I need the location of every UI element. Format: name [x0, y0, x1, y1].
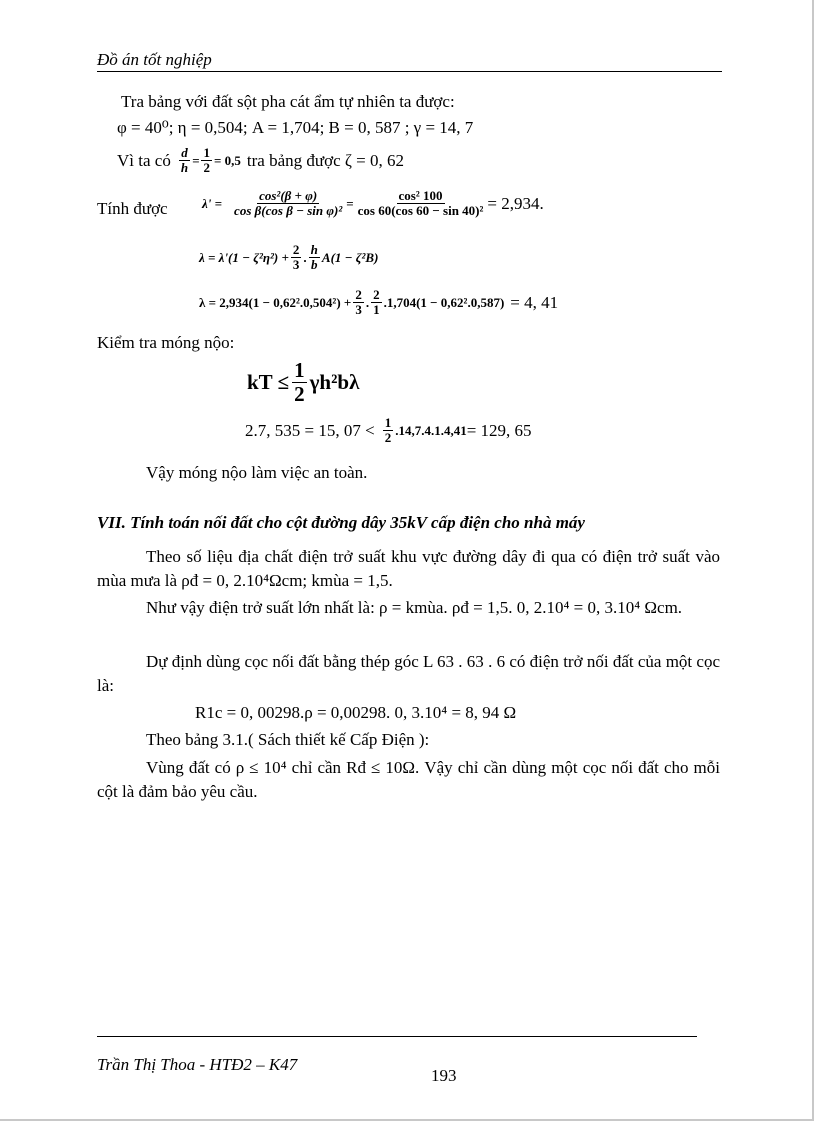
tinh-duoc-label: Tính được	[97, 199, 168, 218]
ratio-tail: tra bảng được ζ = 0, 62	[246, 150, 405, 170]
intro-line-1: Tra bảng với đất sột pha cát ẩm tự nhiên ta được:	[121, 92, 455, 111]
eq1-f1-num: cos²(β + φ)	[259, 188, 318, 203]
eq1-fraction-1	[232, 189, 344, 219]
check-calc-result: = 129, 65	[466, 420, 532, 440]
footer-rule	[97, 1036, 697, 1037]
eq3-head: λ = 2,934(1 − 0,62².0,504²) +	[199, 294, 352, 310]
check-conclusion: Vậy móng nộo làm việc an toàn.	[146, 463, 368, 482]
eq1-f2-den: cos 60(cos 60 − sin 40)²	[357, 203, 484, 219]
d-over-h-fraction: $\frac{d}{h}$	[180, 145, 189, 176]
check-formula-lhs: kT ≤	[247, 370, 290, 395]
eq1-f2-num: cos² 100	[398, 188, 443, 203]
eq2-tail: A(1 − ζ²B)	[321, 249, 379, 265]
check-formula-half: $\frac{1}{2}$	[294, 358, 305, 407]
check-calculation: 2.7, 535 = 15, 07 < $\frac{1}{2}$ . 14,7.4.1.4,41 = 129, 65	[245, 415, 532, 446]
lambda-general-equation: λ = λ'(1 − ζ²η²) + $\frac{2}{3}$ . $\frac{h}{b}$ A(1 − ζ²B)	[199, 242, 379, 273]
eq3-two-over-one: $\frac{2}{1}$	[373, 287, 380, 318]
section-paragraph-2: Như vậy điện trở suất lớn nhất là: ρ = kmùa. ρđ = 1,5. 0, 2.10⁴ = 0, 3.10⁴ Ωcm.	[146, 598, 683, 617]
lambda-numeric-equation: λ = 2,934(1 − 0,62².0,504²) + $\frac{2}{3}$ . $\frac{2}{1}$ . 1,704(1 − 0,62².0,587) = 4, 41	[199, 287, 559, 318]
page-number: 193	[431, 1066, 457, 1085]
section-heading: VII. Tính toán nối đất cho cột đường dây 35kV cấp điện cho nhà máy	[97, 513, 585, 532]
section-paragraph-3: Dự định dùng cọc nối đất bằng thép góc L 63 . 63 . 6 có điện trở nối đất của một cọc là:	[97, 652, 720, 695]
eq3-tail: 1,704(1 − 0,62².0,587)	[386, 294, 505, 310]
eq1-f1-den: cos β(cos β − sin φ)²	[234, 203, 343, 219]
check-formula-rhs: γh²bλ	[309, 370, 360, 395]
eq3-two-thirds: $\frac{2}{3}$	[355, 287, 362, 318]
intro-line-2: φ = 40⁰; η = 0,504; A = 1,704; B = 0, 587 ; γ = 14, 7	[117, 118, 474, 137]
check-formula	[247, 359, 359, 406]
footer-author: Trần Thị Thoa - HTĐ2 – K47	[97, 1055, 298, 1074]
lambda-prime-equation: λ' = $\frac{\text{cos²(β + φ)}}{\text{cos β(cos β − sin φ)²}}$ = $\frac{\text{cos² 100}}{\text{cos 60(cos 60 − sin 40)²}}$ = 2,934.	[202, 188, 544, 219]
eq1-result: = 2,934.	[487, 193, 544, 213]
section-paragraph-4: R1c = 0, 00298.ρ = 0,00298. 0, 3.10⁴ = 8, 94 Ω	[195, 703, 517, 722]
h-over-b-fraction: $\frac{h}{b}$	[310, 242, 318, 273]
eq3-result: = 4, 41	[510, 292, 559, 312]
check-title: Kiểm tra móng nộo:	[97, 333, 235, 352]
ratio-line: Vì ta có $\frac{d}{h}$ = $\frac{1}{2}$ = 0,5 tra bảng được ζ = 0, 62	[117, 145, 405, 176]
check-calc-rhs: 14,7.4.1.4,41	[398, 422, 467, 438]
eq2-head: λ = λ'(1 − ζ²η²) +	[199, 249, 289, 265]
section-paragraph-1: Theo số liệu địa chất điện trở suất khu vực đường dây đi qua có điện trở suất vào mùa mưa là ρđ = 0, 2.10⁴Ωcm; kmùa = 1,5.	[97, 547, 720, 590]
header-rule	[97, 71, 722, 72]
check-calc-half: $\frac{1}{2}$	[384, 415, 392, 446]
section-paragraph-5: Theo bảng 3.1.( Sách thiết kế Cấp Điện ):	[146, 730, 430, 749]
two-thirds-fraction: $\frac{2}{3}$	[292, 242, 300, 273]
ratio-value: = 0,5	[213, 152, 241, 168]
section-paragraph-6: Vùng đất có ρ ≤ 10⁴ chỉ cần Rđ ≤ 10Ω. Vậy chỉ cần dùng một cọc nối đất cho mỗi cột là đảm bảo yêu cầu.	[97, 758, 720, 801]
one-half-fraction: $\frac{1}{2}$	[203, 145, 210, 176]
eq1-fraction-2	[356, 189, 486, 219]
vi-ta-co: Vì ta có	[117, 150, 171, 170]
eq1-lhs: λ' =	[202, 195, 223, 211]
page-header-title: Đồ án tốt nghiệp	[97, 50, 212, 69]
check-calc-lhs: 2.7, 535 = 15, 07 <	[245, 420, 375, 440]
